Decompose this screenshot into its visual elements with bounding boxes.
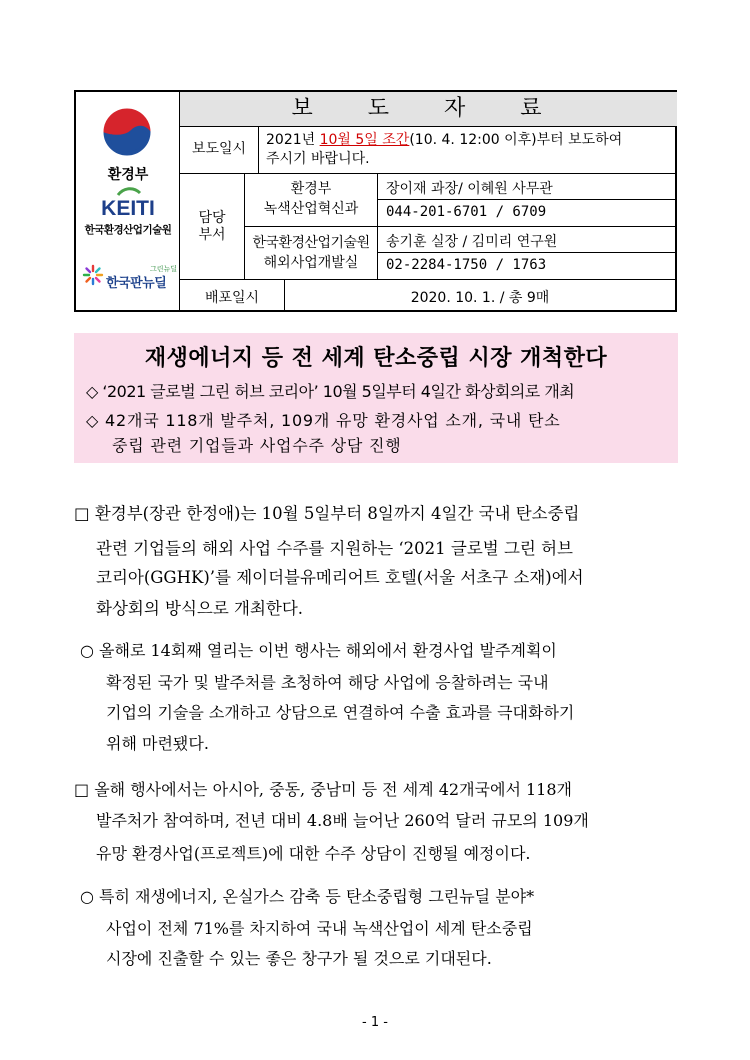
release-text-suffix: (10. 4. 12:00 이후)부터 보도하여 [409,132,623,148]
body-line: 시장에 진출할 수 있는 좋은 창구가 될 것으로 기대된다. [106,949,492,968]
body-line: 위해 마련됐다. [106,734,209,753]
body-line: ○ 올해로 14회째 열리는 이번 행사는 해외에서 환경사업 발주계획이 [80,641,557,660]
body-line: 관련 기업들의 해외 사업 수주를 지원하는 ‘2021 글로벌 그린 허브 [96,539,573,558]
release-label: 보도일시 [191,141,247,157]
headline-title: 재생에너지 등 전 세계 탄소중립 시장 개척한다 [144,346,608,371]
keiti-swoosh-icon [116,187,142,197]
dept1-contact-name: 장이재 과장/ 이혜원 사무관 [386,181,553,197]
dept1-org: 환경부 [290,181,332,197]
ministry-name: 환경부 [107,167,149,183]
body-line: ○ 특히 재생에너지, 온실가스 감축 등 탄소중립형 그린뉴딜 분야* [80,887,535,906]
dept2-team: 해외사업개발실 [263,255,359,271]
body-line: 확정된 국가 및 발주처를 초청하여 해당 사업에 응찰하려는 국내 [106,673,549,692]
dept2-org: 한국환경산업기술원 [252,235,370,251]
body-line: 화상회의 방식으로 개최한다. [96,599,304,618]
newdeal-small-label: 그린뉴딜 [150,265,178,273]
headline-bullet-2-line2: 중립 관련 기업들과 사업수주 상담 진행 [112,436,402,455]
keiti-name: 한국환경산업기술원 [84,224,172,236]
body-line: 사업이 전체 71%를 차지하여 국내 녹색산업이 세계 탄소중립 [106,919,533,938]
body-line: 기업의 기술을 소개하고 상담으로 연결하여 수출 효과를 극대화하기 [106,703,575,722]
newdeal-burst-icon [82,264,104,286]
release-text-emphasis: 10월 5일 조간 [319,132,410,148]
dept-label-1: 담당 [198,210,226,226]
headline-box [74,333,678,463]
release-text [266,129,622,149]
dept2-contact-name: 송기훈 실장 / 김미리 연구원 [386,234,558,250]
newdeal-name: 한국판뉴딜 [106,276,167,291]
distribution-label: 배포일시 [204,290,260,306]
dept-label-2: 부서 [198,227,226,243]
body-line: 코리아(GGHK)’를 제이더블유메리어트 호텔(서울 서초구 소재)에서 [96,568,584,587]
keiti-logo-text: KEITI [101,197,155,220]
release-text-line2: 주시기 바랍니다. [266,151,370,167]
page-number: - 1 - [362,1015,388,1030]
dept2-contact-phone: 02-2284-1750 / 1763 [386,257,547,273]
ministry-emblem-icon [101,106,153,158]
body-line: □ 올해 행사에서는 아시아, 중동, 중남미 등 전 세계 42개국에서 118개 [74,780,572,799]
dept1-contact-phone: 044-201-6701 / 6709 [386,204,547,220]
headline-bullet-2-line1: ◇ 42개국 118개 발주처, 109개 유망 환경사업 소개, 국내 탄소 [86,411,561,430]
document-title: 보 도 자 료 [180,92,677,126]
distribution-value: 2020. 10. 1. / 총 9매 [410,290,550,306]
headline-bullet-1: ◇ ‘2021 글로벌 그린 허브 코리아’ 10월 5일부터 4일간 화상회의로 개최 [86,382,575,401]
body-line: 발주처가 참여하며, 전년 대비 4.8배 늘어난 260억 달러 규모의 109개 [96,811,589,830]
dept1-team: 녹색산업혁신과 [263,201,359,217]
release-text-prefix: 2021년 [266,132,320,148]
body-line: □ 환경부(장관 한정애)는 10월 5일부터 8일까지 4일간 국내 탄소중립 [74,504,580,523]
logo-column [76,92,180,310]
body-line: 유망 환경사업(프로젝트)에 대한 수주 상담이 진행될 예정이다. [96,844,531,863]
press-release-header-table [74,90,677,312]
